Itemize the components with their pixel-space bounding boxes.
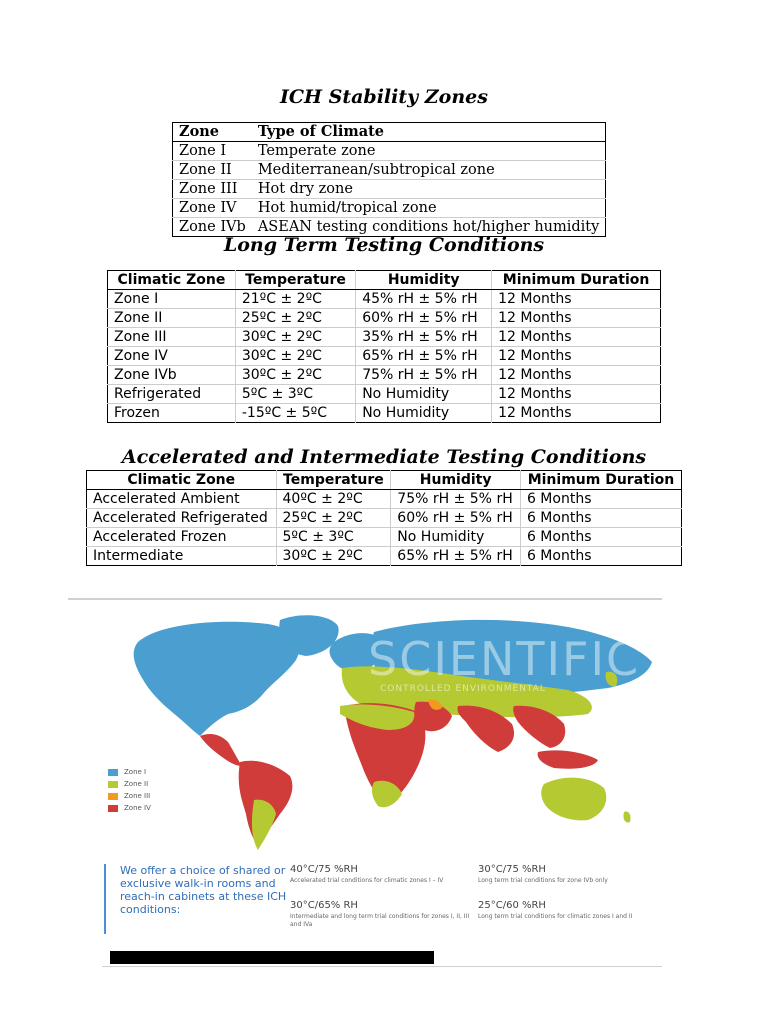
- table-cell: 5ºC ± 3ºC: [235, 385, 355, 404]
- table-cell: 6 Months: [520, 490, 681, 509]
- region-new-zealand: [623, 811, 630, 822]
- table-cell: 30ºC ± 2ºC: [276, 547, 391, 566]
- legend-label: Zone IV: [124, 804, 151, 812]
- table-row: [108, 309, 661, 328]
- table-cell: Intermediate: [87, 547, 277, 566]
- table-cell: Zone III: [108, 328, 236, 347]
- condition-heading: 30°C/65% RH: [290, 900, 358, 911]
- table-row: [108, 404, 661, 423]
- table-cell: 6 Months: [520, 547, 681, 566]
- table-row: [173, 180, 606, 199]
- stability-zones-table: [172, 122, 606, 237]
- table-cell: Zone IV: [108, 347, 236, 366]
- legend-item: [108, 802, 151, 814]
- table-cell: 5ºC ± 3ºC: [276, 528, 391, 547]
- table-cell: Zone I: [173, 142, 252, 161]
- table-header-row: [173, 123, 606, 142]
- condition-block: [290, 864, 470, 885]
- table-row: [108, 385, 661, 404]
- legend-label: Zone I: [124, 768, 147, 776]
- table-cell: Zone II: [108, 309, 236, 328]
- condition-description: Long term trial conditions for zone IVb only: [478, 877, 608, 884]
- table-cell: Accelerated Refrigerated: [87, 509, 277, 528]
- table-row: [173, 199, 606, 218]
- table-cell: No Humidity: [356, 404, 492, 423]
- accelerated-title: Accelerated and Intermediate Testing Conditions: [121, 446, 647, 468]
- table-cell: 65% rH ± 5% rH: [391, 547, 521, 566]
- table-cell: Accelerated Frozen: [87, 528, 277, 547]
- column-header: Minimum Duration: [492, 271, 661, 290]
- table-row: [173, 142, 606, 161]
- table-cell: 65% rH ± 5% rH: [356, 347, 492, 366]
- condition-block: [478, 864, 658, 885]
- accent-bar: [104, 864, 106, 934]
- column-header: Zone: [173, 123, 252, 142]
- table-cell: 40ºC ± 2ºC: [276, 490, 391, 509]
- region-australia: [541, 778, 606, 821]
- legend-item: [108, 766, 151, 778]
- table-cell: 6 Months: [520, 509, 681, 528]
- climate-zone-map-panel: [68, 598, 662, 968]
- table-cell: 21ºC ± 2ºC: [235, 290, 355, 309]
- stability-zones-title: ICH Stability Zones: [280, 86, 488, 108]
- accelerated-table: [86, 470, 682, 566]
- table-cell: 75% rH ± 5% rH: [391, 490, 521, 509]
- column-header: Humidity: [356, 271, 492, 290]
- table-row: [87, 547, 682, 566]
- table-cell: 30ºC ± 2ºC: [235, 366, 355, 385]
- condition-description: Accelerated trial conditions for climatic zones I – IV: [290, 877, 444, 884]
- table-cell: Frozen: [108, 404, 236, 423]
- table-cell: 12 Months: [492, 309, 661, 328]
- divider: [68, 598, 662, 600]
- long-term-title: Long Term Testing Conditions: [223, 234, 545, 256]
- watermark-tagline: CONTROLLED ENVIRONMENTAL: [380, 684, 546, 694]
- table-cell: No Humidity: [391, 528, 521, 547]
- table-cell: 45% rH ± 5% rH: [356, 290, 492, 309]
- table-cell: Hot dry zone: [252, 180, 606, 199]
- table-cell: Zone II: [173, 161, 252, 180]
- table-header-row: [87, 471, 682, 490]
- legend-swatch: [108, 769, 118, 776]
- column-header: Climatic Zone: [108, 271, 236, 290]
- condition-block: [290, 900, 470, 929]
- legend-label: Zone II: [124, 780, 149, 788]
- condition-heading: 40°C/75 %RH: [290, 864, 358, 875]
- table-row: [108, 290, 661, 309]
- table-cell: Refrigerated: [108, 385, 236, 404]
- condition-block: [478, 900, 658, 921]
- condition-description: Long term trial conditions for climatic zones I and II: [478, 913, 633, 920]
- table-cell: 25ºC ± 2ºC: [276, 509, 391, 528]
- table-cell: 25ºC ± 2ºC: [235, 309, 355, 328]
- table-header-row: [108, 271, 661, 290]
- map-legend: [108, 766, 151, 814]
- table-row: [108, 366, 661, 385]
- table-row: [87, 490, 682, 509]
- table-cell: Mediterranean/subtropical zone: [252, 161, 606, 180]
- legend-swatch: [108, 805, 118, 812]
- region-central-america: [200, 734, 242, 766]
- column-header: Type of Climate: [252, 123, 606, 142]
- table-row: [87, 509, 682, 528]
- condition-description: Intermediate and long term trial conditions for zones I, II, III and IVa: [290, 913, 470, 928]
- table-cell: 30ºC ± 2ºC: [235, 347, 355, 366]
- table-cell: Hot humid/tropical zone: [252, 199, 606, 218]
- table-cell: 12 Months: [492, 347, 661, 366]
- divider: [102, 966, 662, 967]
- table-cell: Zone III: [173, 180, 252, 199]
- table-cell: 60% rH ± 5% rH: [356, 309, 492, 328]
- table-cell: 12 Months: [492, 404, 661, 423]
- long-term-table: [107, 270, 661, 423]
- table-cell: 12 Months: [492, 366, 661, 385]
- condition-heading: 25°C/60 %RH: [478, 900, 546, 911]
- table-cell: 30ºC ± 2ºC: [235, 328, 355, 347]
- table-cell: ASEAN testing conditions hot/higher humidity: [252, 218, 606, 237]
- column-header: Climatic Zone: [87, 471, 277, 490]
- table-cell: Accelerated Ambient: [87, 490, 277, 509]
- table-cell: 6 Months: [520, 528, 681, 547]
- table-row: [108, 347, 661, 366]
- offer-text: We offer a choice of shared or exclusive walk-in rooms and reach-in cabinets at these ICH conditions:: [120, 864, 287, 916]
- table-cell: 12 Months: [492, 328, 661, 347]
- legend-item: [108, 790, 151, 802]
- table-cell: No Humidity: [356, 385, 492, 404]
- legend-item: [108, 778, 151, 790]
- region-north-america: [134, 622, 300, 736]
- watermark-logo: SCIENTIFIC: [368, 632, 641, 686]
- legend-label: Zone III: [124, 792, 151, 800]
- column-header: Temperature: [235, 271, 355, 290]
- table-row: [173, 161, 606, 180]
- table-cell: Zone I: [108, 290, 236, 309]
- column-header: Humidity: [391, 471, 521, 490]
- legend-swatch: [108, 781, 118, 788]
- table-cell: 12 Months: [492, 290, 661, 309]
- table-cell: 60% rH ± 5% rH: [391, 509, 521, 528]
- column-header: Temperature: [276, 471, 391, 490]
- table-cell: -15ºC ± 5ºC: [235, 404, 355, 423]
- condition-heading: 30°C/75 %RH: [478, 864, 546, 875]
- table-cell: Temperate zone: [252, 142, 606, 161]
- legend-swatch: [108, 793, 118, 800]
- column-header: Minimum Duration: [520, 471, 681, 490]
- region-indonesia: [538, 750, 598, 768]
- redaction-bar: [110, 951, 434, 964]
- table-cell: Zone IVb: [108, 366, 236, 385]
- table-cell: Zone IV: [173, 199, 252, 218]
- table-cell: 75% rH ± 5% rH: [356, 366, 492, 385]
- table-cell: Zone IVb: [173, 218, 252, 237]
- table-cell: 12 Months: [492, 385, 661, 404]
- table-cell: 35% rH ± 5% rH: [356, 328, 492, 347]
- table-row: [87, 528, 682, 547]
- table-row: [108, 328, 661, 347]
